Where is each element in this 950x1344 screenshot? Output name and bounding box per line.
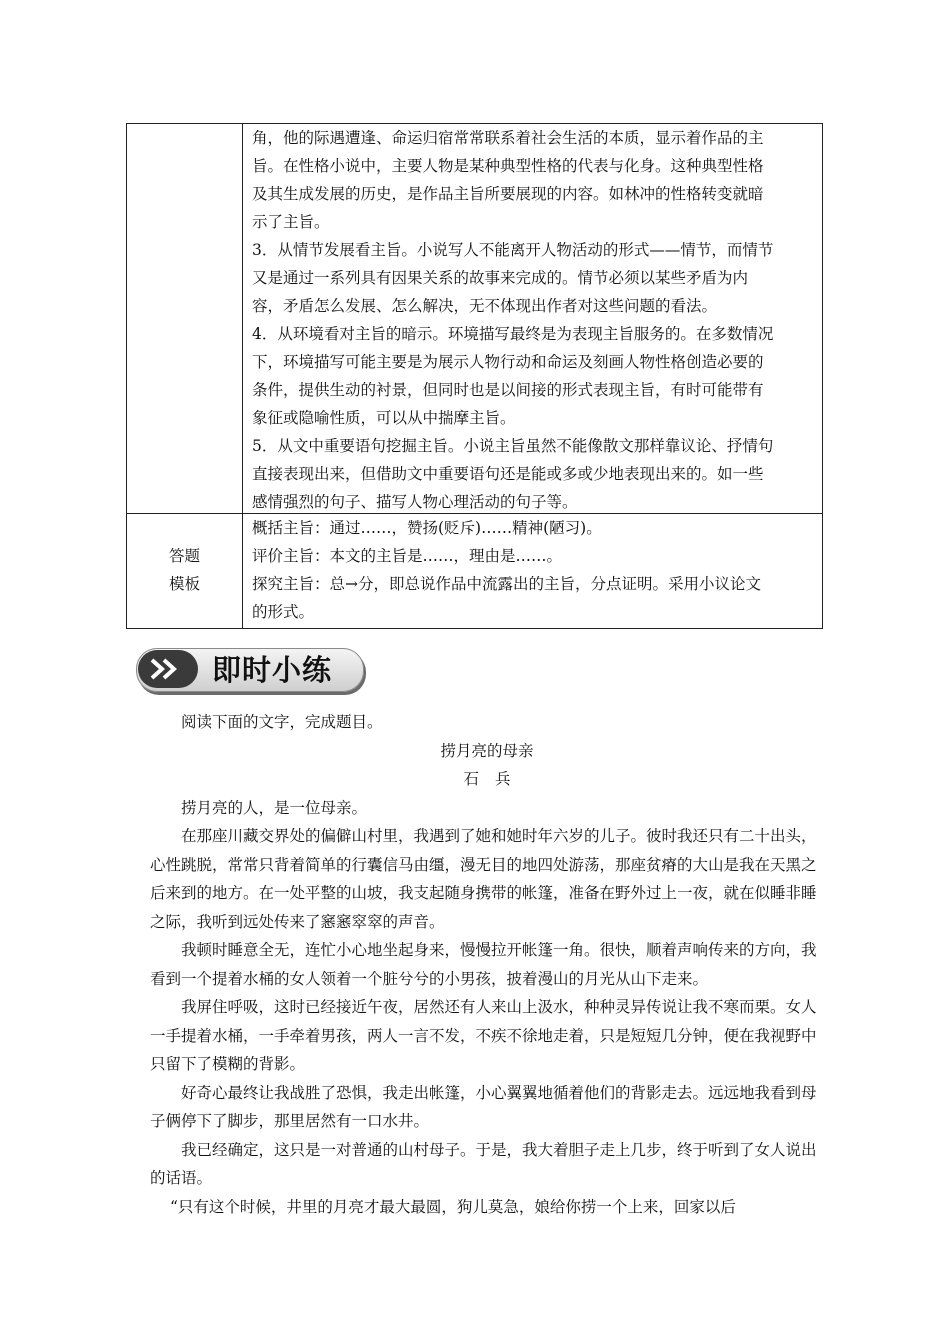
table-label-line: 答题 xyxy=(168,547,200,565)
table-row-template xyxy=(252,514,815,626)
table-line: 评价主旨：本文的主旨是……，理由是……。 xyxy=(252,547,563,565)
passage-paragraph: 好奇心最终让我战胜了恐惧，我走出帐篷，小心翼翼地循着他们的背影走去。远远地我看到母子俩停下了脚步，那里居然有一口水井。 xyxy=(150,1083,817,1130)
table-line: 4．从环境看对主旨的暗示。环境描写最终是为表现主旨服务的。在多数情况 xyxy=(252,325,774,343)
passage-paragraph: 我已经确定，这只是一对普通的山村母子。于是，我大着胆子走上几步，终于听到了女人说出的话语。 xyxy=(150,1140,817,1187)
method-table xyxy=(126,123,823,629)
table-label-line: 模板 xyxy=(168,575,200,593)
reading-passage xyxy=(150,708,824,1221)
table-line: 示了主旨。 xyxy=(252,213,330,231)
table-line: 容，矛盾怎么发展、怎么解决，无不体现出作者对这些问题的看法。 xyxy=(252,297,718,315)
banner-title: 即时小练 xyxy=(212,653,333,687)
table-line: 角，他的际遇遭逢、命运归宿常常联系着社会生活的本质，显示着作品的主 xyxy=(252,129,764,147)
table-line: 条件，提供生动的衬景，但同时也是以间接的形式表现主旨，有时可能带有 xyxy=(252,381,764,399)
table-row-methods xyxy=(252,124,815,516)
table-line: 下，环境描写可能主要是为展示人物行动和命运及刻画人物性格创造必要的 xyxy=(252,353,764,371)
table-line: 3．从情节发展看主旨。小说写人不能离开人物活动的形式——情节，而情节 xyxy=(252,241,774,259)
table-label-answer-template xyxy=(127,542,242,598)
table-line: 旨。在性格小说中，主要人物是某种典型性格的代表与化身。这种典型性格 xyxy=(252,157,764,175)
passage-paragraph: 我屏住呼吸，这时已经接近午夜，居然还有人来山上汲水，种种灵异传说让我不寒而栗。女人一手提着水桶，一手牵着男孩，两人一言不发，不疾不徐地走着，只是短短几分钟，便在我视野中只留下了模糊的背影。 xyxy=(150,998,817,1073)
table-line: 及其生成发展的历史，是作品主旨所要展现的内容。如林冲的性格转变就暗 xyxy=(252,185,764,203)
section-banner xyxy=(136,648,366,694)
passage-title: 捞月亮的母亲 xyxy=(440,741,534,760)
table-line: 概括主旨：通过……，赞扬(贬斥)……精神(陋习)。 xyxy=(252,519,602,537)
passage-paragraph: “只有这个时候，井里的月亮才最大最圆，狗儿莫急，娘给你捞一个上来，回家以后 xyxy=(170,1197,736,1216)
table-line: 又是通过一系列具有因果关系的故事来完成的。情节必须以某些矛盾为内 xyxy=(252,269,749,287)
double-chevron-right-icon xyxy=(138,650,198,688)
table-line: 感情强烈的句子、描写人物心理活动的句子等。 xyxy=(252,493,578,511)
passage-paragraph: 在那座川藏交界处的偏僻山村里，我遇到了她和她时年六岁的儿子。彼时我还只有二十出头，心性跳脱，常常只背着简单的行囊信马由缰，漫无目的地四处游荡，那座贫瘠的大山是我在天黑之后来到的地方。在一处平整的山坡，我支起随身携带的帐篷，准备在野外过上一夜，就在似睡非睡之际，我听到远处传来了窸窸窣窣的声音。 xyxy=(150,827,817,931)
instruction-text: 阅读下面的文字，完成题目。 xyxy=(181,713,383,731)
table-line: 探究主旨：总→分，即总说作品中流露出的主旨，分点证明。采用小议论文 xyxy=(252,575,761,593)
table-line: 的形式。 xyxy=(252,603,315,621)
table-line: 直接表现出来，但借助文中重要语句还是能或多或少地表现出来的。如一些 xyxy=(252,465,764,483)
table-column-divider xyxy=(242,124,243,628)
passage-author: 石兵 xyxy=(463,770,527,788)
table-line: 5．从文中重要语句挖掘主旨。小说主旨虽然不能像散文那样靠议论、抒情句 xyxy=(252,437,774,455)
passage-paragraph: 捞月亮的人，是一位母亲。 xyxy=(181,798,368,817)
passage-paragraph: 我顿时睡意全无，连忙小心地坐起身来，慢慢拉开帐篷一角。很快，顺着声响传来的方向，我看到一个提着水桶的女人领着一个脏兮兮的小男孩，披着漫山的月光从山下走来。 xyxy=(150,941,817,988)
table-line: 象征或隐喻性质，可以从中揣摩主旨。 xyxy=(252,409,516,427)
